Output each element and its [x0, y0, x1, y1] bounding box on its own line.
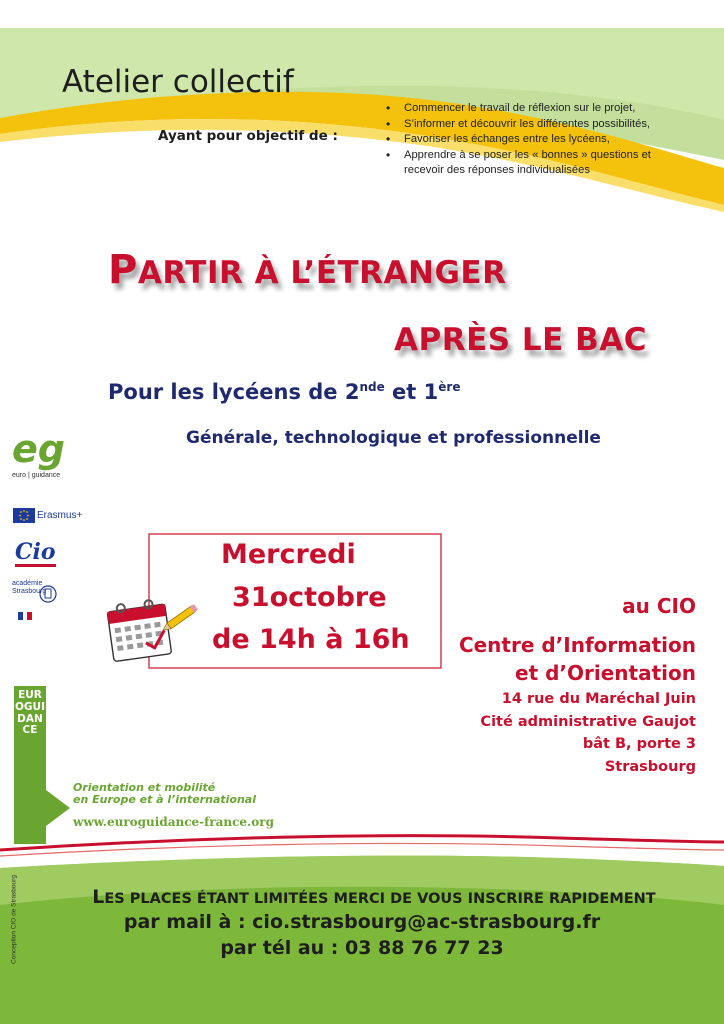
audience-line [108, 380, 460, 404]
academie-logo [12, 580, 58, 624]
marianne-icon [38, 584, 58, 606]
event-day: Mercredi [221, 539, 356, 570]
footer-email[interactable]: par mail à : cio.strasbourg@ac-strasbourg.fr [123, 911, 601, 933]
page-title: Atelier collectif [62, 64, 294, 100]
euroguidance-logo [12, 427, 72, 486]
audience-text: Pour les lycéens de 2 [108, 380, 360, 404]
tagline-line1: Orientation et mobilité [73, 781, 216, 794]
design-credit: Conception CIO de Strasbourg [10, 875, 18, 964]
calendar-icon [104, 596, 200, 662]
cio-logo: Cio [15, 539, 56, 565]
address-line: 14 rue du Maréchal Juin [501, 691, 696, 707]
erasmus-logo [13, 507, 82, 523]
headline-line2: APRÈS LE BAC [394, 322, 647, 358]
address-line: Cité administrative Gaujot [480, 713, 696, 730]
headline-line1 [108, 247, 506, 293]
headline-initial: P [108, 247, 138, 293]
objective-label: Ayant pour objectif de : [158, 128, 338, 144]
eu-flag-icon [13, 508, 35, 523]
venue-address [480, 688, 696, 778]
academie-label: académie Strasbourg [12, 580, 47, 595]
objectives-list [382, 101, 712, 179]
audience-sup1: nde [359, 380, 385, 394]
footer-initial: L [92, 886, 105, 908]
footer-notice [12, 886, 724, 908]
event-date: 31octobre [232, 582, 387, 613]
streams-line: Générale, technologique et professionnelle [186, 428, 601, 448]
french-flag-icon [18, 612, 32, 620]
euroguidance-tagline [73, 782, 256, 806]
objective-item: • S’informer et découvrir les différentes possibilités, [382, 117, 712, 133]
address-line: Strasbourg [604, 758, 696, 775]
objective-item: • Apprendre à se poser les « bonnes » questions et [382, 148, 712, 164]
venue-name-line2: et d’Orientation [515, 661, 696, 685]
euroguidance-url-link[interactable]: www.euroguidance-france.org [73, 815, 274, 829]
objective-item: • Favoriser les échanges entre les lycéens, [382, 132, 712, 148]
footer-phone[interactable]: par tél au : 03 88 76 77 23 [220, 937, 504, 959]
footer-notice-text: ES PLACES ÉTANT LIMITÉES MERCI DE VOUS INSCRIRE RAPIDEMENT [104, 891, 656, 907]
objective-item-continuation: recevoir des réponses individualisées [404, 164, 590, 176]
eg-caption: euro | guidance [12, 472, 61, 479]
audience-sup2: ère [438, 380, 461, 394]
audience-text-mid: et 1 [384, 380, 439, 404]
euroguidance-vertical-text: EUROGUIDANCE [15, 689, 45, 737]
venue-name-line1: Centre d’Information [458, 633, 696, 657]
erasmus-label: Erasmus+ [37, 509, 83, 521]
tagline-line2: en Europe et à l’international [73, 793, 256, 806]
objective-item: • Commencer le travail de réflexion sur le projet, [382, 101, 712, 117]
venue-prefix: au CIO [622, 594, 696, 618]
eg-letters: eg [12, 427, 65, 471]
headline-line1-text: ARTIR À L’ÉTRANGER [137, 255, 507, 291]
event-time: de 14h à 16h [212, 624, 410, 655]
address-line: bât B, porte 3 [582, 736, 696, 752]
